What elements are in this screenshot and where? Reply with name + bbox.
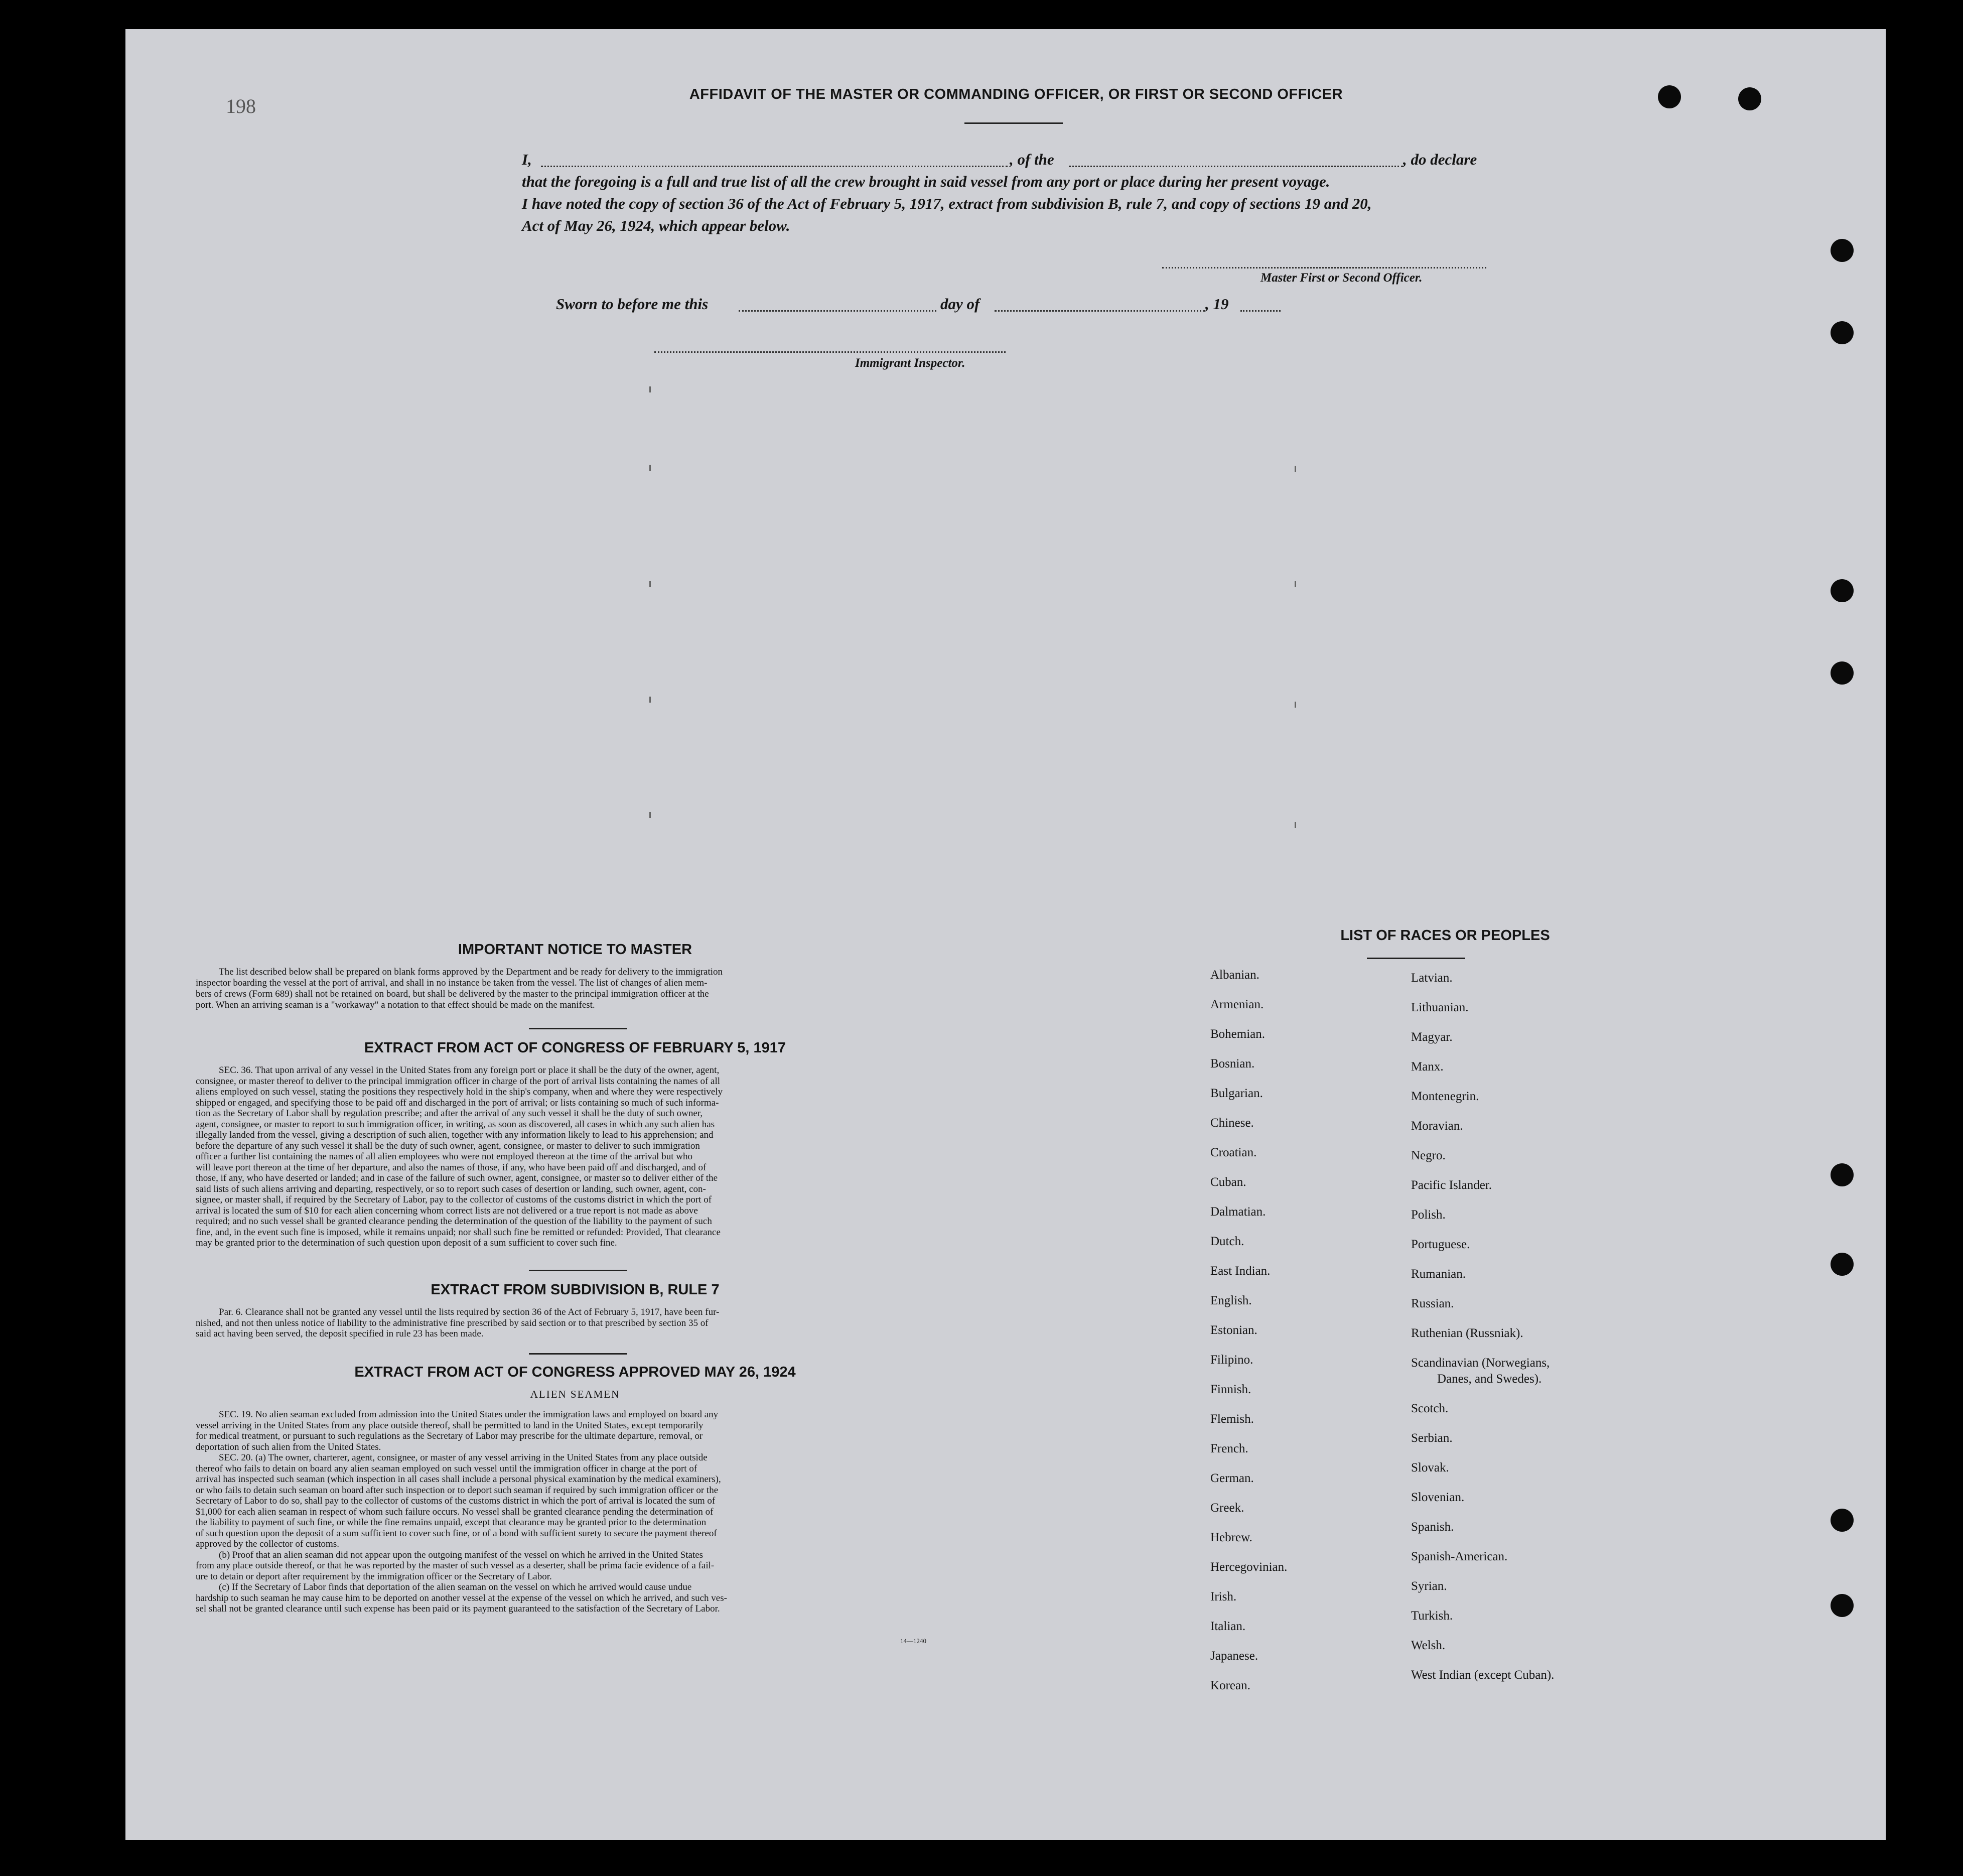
vessel-field-line[interactable] bbox=[1069, 166, 1403, 167]
race-item: Croatian. bbox=[1210, 1146, 1257, 1159]
race-item: Filipino. bbox=[1210, 1353, 1253, 1367]
text-line: may be granted prior to the determination of such question upon deposit of a sum sufficient to cover such fine. bbox=[196, 1238, 617, 1248]
bleed-mark bbox=[1295, 822, 1296, 828]
sworn-label: Sworn to before me this bbox=[556, 295, 709, 313]
race-item: Russian. bbox=[1411, 1297, 1454, 1310]
race-item: Irish. bbox=[1210, 1590, 1237, 1603]
race-item: Italian. bbox=[1210, 1620, 1246, 1633]
day-of-label: day of bbox=[940, 295, 980, 313]
act-1924-subtitle: ALIEN SEAMEN bbox=[530, 1388, 620, 1400]
race-item: Flemish. bbox=[1210, 1412, 1254, 1426]
binder-hole bbox=[1831, 579, 1854, 602]
race-item: Bohemian. bbox=[1210, 1027, 1266, 1041]
binder-hole bbox=[1831, 1594, 1854, 1617]
binder-hole bbox=[1831, 321, 1854, 344]
text-line: from any place outside thereof, or that he was reported by the master of such vessel as a deserter, shall be prima facie evidence of a fail- bbox=[196, 1560, 715, 1571]
act-1917-title: EXTRACT FROM ACT OF CONGRESS OF FEBRUARY 5, 1917 bbox=[364, 1040, 786, 1056]
race-item: Dutch. bbox=[1210, 1235, 1244, 1248]
text-line: ure to detain or deport after requirement by the immigration officer or the Secretary of Labor. bbox=[196, 1571, 552, 1582]
text-line: tion as the Secretary of Labor shall by regulation prescribe; and after the arrival of any such vessel it shall be the duty of such owner, bbox=[196, 1108, 703, 1119]
race-item: Estonian. bbox=[1210, 1323, 1257, 1337]
affidavit-declare: , do declare bbox=[1403, 151, 1477, 168]
text-line: fine, and, in the event such fine is imposed, while it remains unpaid; nor shall such fine be remitted or refunded: Provided, That clearance bbox=[196, 1227, 721, 1238]
race-item: Manx. bbox=[1411, 1060, 1444, 1074]
text-line: those, if any, who have deserted or landed; and in case of the failure of such owner, agent, consignee, or master so to deliver either of the bbox=[196, 1173, 718, 1183]
text-line: deportation of such alien from the United States. bbox=[196, 1441, 381, 1452]
text-line: hardship to such seaman he may cause him to be deported on another vessel at the expense of the vessel on which he arrived, and such ves- bbox=[196, 1592, 727, 1603]
text-line: agent, consignee, or master to report to such immigration officer, in writing, as soon as discovered, all cases in which any such alien has bbox=[196, 1119, 715, 1130]
text-line: illegally landed from the vessel, giving a description of such alien, together with any information likely to lead to his apprehension; and bbox=[196, 1130, 714, 1140]
race-item: Chinese. bbox=[1210, 1116, 1254, 1130]
bleed-mark bbox=[1295, 581, 1296, 587]
text-line: said lists of such aliens arriving and departing, respectively, or so to report such cases of desertion or landing, such owner, agent, con- bbox=[196, 1183, 706, 1194]
text-line: will leave port thereon at the time of her departure, and also the names of those, if any, who have been paid off and discharged, and of bbox=[196, 1162, 707, 1173]
binder-hole bbox=[1831, 1163, 1854, 1186]
race-item: Scotch. bbox=[1411, 1402, 1449, 1415]
text-line: $1,000 for each alien seaman in respect of whom such failure occurs. No vessel shall be granted clearance pending the determination of bbox=[196, 1506, 714, 1517]
text-line: said act having been served, the deposit specified in rule 23 has been made. bbox=[196, 1328, 484, 1339]
text-line: signee, or master shall, if required by the Secretary of Labor, pay to the collector of customs of the customs district in which the port of bbox=[196, 1194, 712, 1205]
text-line: required; and no such vessel shall be granted clearance pending the determination of the question of the liability to the payment of such bbox=[196, 1216, 712, 1227]
race-item: Montenegrin. bbox=[1411, 1090, 1479, 1103]
race-item: Portuguese. bbox=[1411, 1238, 1470, 1251]
manifest-sheet bbox=[125, 29, 1886, 1840]
race-item: Magyar. bbox=[1411, 1030, 1453, 1044]
master-signature-line[interactable] bbox=[1162, 267, 1486, 269]
divider bbox=[1367, 958, 1465, 959]
race-item: Bulgarian. bbox=[1210, 1087, 1263, 1100]
notice-line: bers of crews (Form 689) shall not be retained on board, but shall be delivered by the master to the principal immigration officer at the bbox=[196, 989, 709, 999]
notice-title: IMPORTANT NOTICE TO MASTER bbox=[458, 942, 692, 958]
race-item: Syrian. bbox=[1411, 1579, 1447, 1593]
text-line: officer a further list containing the names of all alien employees who were not employed thereon at the time of the arrival but who bbox=[196, 1151, 692, 1162]
affidavit-line-3: I have noted the copy of section 36 of the Act of February 5, 1917, extract from subdivision B, rule 7, and copy of sections 19 and 20, bbox=[522, 195, 1372, 212]
binder-hole bbox=[1831, 1253, 1854, 1276]
text-line: consignee, or master thereof to deliver to the principal immigration officer in charge of the port of arrival lists containing the names of all bbox=[196, 1076, 721, 1087]
affidavit-line-2: that the foregoing is a full and true list of all the crew brought in said vessel from any port or place during her present voyage. bbox=[522, 173, 1330, 190]
text-line: Par. 6. Clearance shall not be granted any vessel until the lists required by section 36 of the Act of February 5, 1917, have been fur- bbox=[219, 1307, 720, 1317]
race-item: Dalmatian. bbox=[1210, 1205, 1266, 1219]
sworn-month-line[interactable] bbox=[995, 310, 1205, 312]
text-line: (c) If the Secretary of Labor finds that deportation of the alien seaman on the vessel on which he arrived would cause undue bbox=[219, 1582, 692, 1592]
race-item: Bosnian. bbox=[1210, 1057, 1255, 1070]
sworn-year-line[interactable] bbox=[1240, 310, 1281, 312]
notice-line: inspector boarding the vessel at the port of arrival, and shall in no instance be taken from the vessel. The list of changes of alien mem- bbox=[196, 978, 708, 988]
bleed-mark bbox=[649, 465, 651, 471]
text-line: nished, and not then unless notice of liability to the administrative fine prescribed by said section or to that prescribed by section 35 of bbox=[196, 1317, 709, 1328]
race-item: Slovenian. bbox=[1411, 1491, 1465, 1504]
race-item: Slovak. bbox=[1411, 1461, 1449, 1475]
race-item: Polish. bbox=[1411, 1208, 1446, 1222]
text-line: or who fails to detain such seaman on board after such inspection or to deport such seaman if required by such immigration officer or the bbox=[196, 1485, 719, 1496]
year-label: , 19 bbox=[1205, 295, 1229, 313]
bleed-mark bbox=[649, 386, 651, 392]
race-item: Danes, and Swedes). bbox=[1437, 1372, 1542, 1386]
race-item: Korean. bbox=[1210, 1679, 1250, 1692]
text-line: Secretary of Labor to do so, shall pay to the collector of customs of the customs district in which the port of arrival is located the sum of bbox=[196, 1496, 716, 1506]
race-item: Welsh. bbox=[1411, 1639, 1446, 1652]
bleed-mark bbox=[649, 697, 651, 703]
text-line: of such question upon the deposit of a sum sufficient to cover such fine, or of a bond with sufficient surety to secure the payment thereof bbox=[196, 1528, 717, 1539]
race-item: English. bbox=[1210, 1294, 1252, 1307]
divider bbox=[529, 1270, 627, 1271]
text-line: sel shall not be granted clearance until such expense has been paid or its payment guaranteed to the satisfaction of the Secretary of Labor. bbox=[196, 1603, 720, 1614]
affidavit-i: I, bbox=[522, 151, 532, 168]
binder-hole bbox=[1831, 1509, 1854, 1532]
text-line: SEC. 36. That upon arrival of any vessel in the United States from any foreign port or place it shall be the duty of the owner, agent, bbox=[219, 1065, 720, 1076]
master-signature-label: Master First or Second Officer. bbox=[1260, 271, 1423, 285]
act-1924-title: EXTRACT FROM ACT OF CONGRESS APPROVED MAY 26, 1924 bbox=[354, 1364, 796, 1380]
text-line: SEC. 20. (a) The owner, charterer, agent, consignee, or master of any vessel arriving in the United States from any place outside bbox=[219, 1452, 708, 1463]
rule-7-title: EXTRACT FROM SUBDIVISION B, RULE 7 bbox=[431, 1282, 720, 1298]
race-item: Armenian. bbox=[1210, 998, 1264, 1011]
race-item: Negro. bbox=[1411, 1149, 1446, 1162]
form-number: 14—1240 bbox=[900, 1637, 926, 1645]
inspector-signature-line[interactable] bbox=[654, 351, 1006, 353]
affidavit-line-4: Act of May 26, 1924, which appear below. bbox=[522, 217, 790, 234]
race-item: Ruthenian (Russniak). bbox=[1411, 1326, 1523, 1340]
race-item: Cuban. bbox=[1210, 1175, 1246, 1189]
affidavit-title: AFFIDAVIT OF THE MASTER OR COMMANDING OFFICER, OR FIRST OR SECOND OFFICER bbox=[689, 86, 1343, 102]
notice-line: port. When an arriving seaman is a "workaway" a notation to that effect should be made on the manifest. bbox=[196, 1000, 595, 1010]
race-item: Hercegovinian. bbox=[1210, 1560, 1288, 1574]
notice-line: The list described below shall be prepared on blank forms approved by the Department and be ready for delivery to the immigration bbox=[219, 967, 723, 977]
text-line: arrival has inspected such seaman (which inspection in all cases shall include a personal physical examination by the medical examiners), bbox=[196, 1474, 721, 1485]
divider bbox=[964, 122, 1063, 124]
page-mark: 198 bbox=[226, 95, 256, 117]
bleed-mark bbox=[1295, 466, 1296, 472]
text-line: thereof who fails to detain on board any alien seaman employed on such vessel until the immigration officer in charge at the port of bbox=[196, 1463, 697, 1474]
rule-7-text bbox=[196, 1307, 956, 1339]
race-item: Hebrew. bbox=[1210, 1531, 1252, 1544]
race-item: Lithuanian. bbox=[1411, 1001, 1469, 1014]
race-item: Rumanian. bbox=[1411, 1267, 1466, 1281]
race-item: Finnish. bbox=[1210, 1383, 1251, 1396]
divider bbox=[529, 1028, 627, 1029]
race-item: Albanian. bbox=[1210, 968, 1259, 982]
race-item: French. bbox=[1210, 1442, 1248, 1455]
sworn-day-line[interactable] bbox=[739, 310, 936, 312]
race-item: Greek. bbox=[1210, 1501, 1244, 1515]
name-field-line[interactable] bbox=[541, 166, 1008, 167]
race-item: Spanish. bbox=[1411, 1520, 1454, 1534]
bleed-mark bbox=[649, 581, 651, 587]
bleed-mark bbox=[1295, 702, 1296, 708]
bleed-mark bbox=[649, 812, 651, 818]
binder-hole bbox=[1831, 239, 1854, 262]
race-item: Scandinavian (Norwegians, bbox=[1411, 1356, 1550, 1370]
races-title: LIST OF RACES OR PEOPLES bbox=[1340, 927, 1550, 944]
race-item: Spanish-American. bbox=[1411, 1550, 1508, 1563]
text-line: vessel arriving in the United States from any place outside thereof, shall be permitted to land in the United States, except temporarily bbox=[196, 1420, 704, 1431]
binder-hole bbox=[1831, 661, 1854, 685]
text-line: (b) Proof that an alien seaman did not appear upon the outgoing manifest of the vessel on which he arrived in the United States bbox=[219, 1549, 704, 1560]
race-item: German. bbox=[1210, 1471, 1254, 1485]
text-line: aliens employed on such vessel, stating the positions they respectively hold in the ship's company, when and where they were respectively bbox=[196, 1087, 723, 1097]
text-line: shipped or engaged, and specifying those to be paid off and discharged in the port of arrival; or lists containing so much of such informa- bbox=[196, 1097, 719, 1108]
text-line: before the departure of any such vessel it shall be the duty of such owner, agent, consignee, or master to deliver to such immigration bbox=[196, 1140, 700, 1151]
act-1917-text bbox=[196, 1065, 956, 1249]
race-item: East Indian. bbox=[1210, 1264, 1271, 1278]
text-line: the liability to payment of such fine, or while the fine remains unpaid, except that clearance may be granted prior to the determination bbox=[196, 1517, 707, 1528]
text-line: SEC. 19. No alien seaman excluded from admission into the United States under the immigration laws and employed on board any bbox=[219, 1409, 719, 1420]
text-line: approved by the collector of customs. bbox=[196, 1539, 339, 1549]
act-1924-text bbox=[196, 1409, 956, 1615]
race-item: Turkish. bbox=[1411, 1609, 1453, 1623]
affidavit-of-the: , of the bbox=[1010, 151, 1054, 168]
text-line: arrival is located the sum of $10 for each alien concerning whom correct lists are not delivered or a true report is not made as above bbox=[196, 1205, 698, 1216]
race-item: Serbian. bbox=[1411, 1431, 1453, 1445]
divider bbox=[529, 1353, 627, 1355]
race-item: Pacific Islander. bbox=[1411, 1178, 1492, 1192]
race-item: Latvian. bbox=[1411, 971, 1453, 985]
race-item: Moravian. bbox=[1411, 1119, 1463, 1133]
race-item: Japanese. bbox=[1210, 1649, 1258, 1663]
text-line: for medical treatment, or pursuant to such regulations as the Secretary of Labor may prescribe for the ultimate departure, removal, or bbox=[196, 1431, 703, 1441]
race-item: West Indian (except Cuban). bbox=[1411, 1668, 1555, 1682]
inspector-signature-label: Immigrant Inspector. bbox=[855, 356, 965, 370]
